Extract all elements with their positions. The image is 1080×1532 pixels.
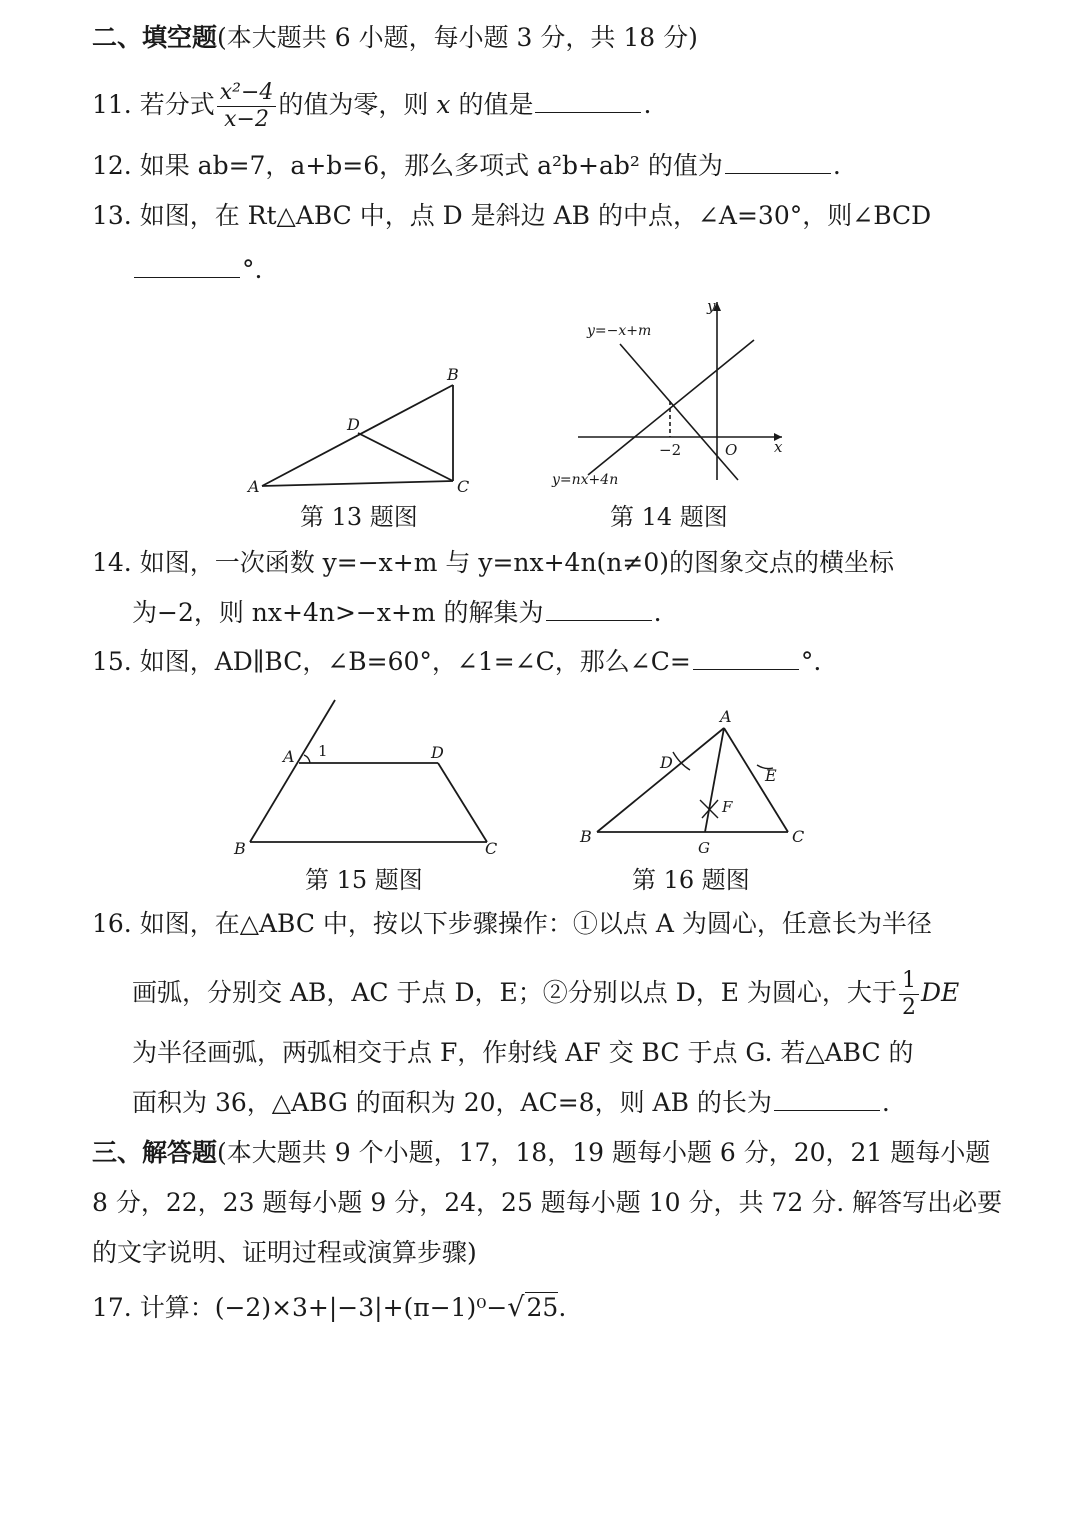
section3-note-line3: 的文字说明、证明过程或演算步骤) xyxy=(92,1238,477,1267)
label-D: D xyxy=(660,753,673,772)
label-y: y xyxy=(707,297,716,315)
fraction-denominator: x−2 xyxy=(224,107,269,132)
question-text: 如果 ab=7，a+b=6，那么多项式 a²b+ab² 的值为 xyxy=(139,151,723,180)
question-number: 11. xyxy=(92,90,132,119)
question-number: 16. xyxy=(92,909,132,938)
label-F: F xyxy=(722,798,733,816)
label-A: A xyxy=(720,707,732,726)
label-B: B xyxy=(580,827,592,846)
section3-note-line2: 8 分，22，23 题每小题 9 分，24，25 题每小题 10 分，共 72 分. 解答写出必要 xyxy=(92,1188,1003,1217)
label-G: G xyxy=(698,839,710,857)
question-text: 的值为零，则 xyxy=(278,90,429,119)
label-B: B xyxy=(447,365,459,384)
question-text: 如图，一次函数 y=−x+m 与 y=nx+4n(n≠0)的图象交点的横坐标 xyxy=(139,548,895,577)
label-C: C xyxy=(485,839,498,858)
question-number: 17. xyxy=(92,1293,132,1322)
question-16-line2 xyxy=(132,968,959,1021)
figure-16 xyxy=(597,728,788,832)
segment-AC xyxy=(724,728,788,832)
ray-AG xyxy=(705,728,724,832)
segment-BA-extended xyxy=(250,700,335,842)
section3-note: (本大题共 9 个小题，17，18，19 题每小题 6 分，20，21 题每小题 xyxy=(217,1138,991,1167)
question-text: 面积为 36，△ABG 的面积为 20，AC=8，则 AB 的长为 xyxy=(132,1088,772,1117)
label-C: C xyxy=(457,477,470,496)
label-C: C xyxy=(792,827,805,846)
question-text: . xyxy=(653,598,662,627)
question-17 xyxy=(92,1292,566,1324)
question-text: 如图，AD∥BC，∠B=60°，∠1=∠C，那么∠C= xyxy=(139,647,691,676)
caption-fig15: 第 15 题图 xyxy=(305,866,423,894)
fraction-denominator: 2 xyxy=(901,995,916,1020)
question-number: 12. xyxy=(92,151,132,180)
segment-BA xyxy=(597,728,724,832)
label-A: A xyxy=(248,477,260,496)
variable: x xyxy=(436,90,451,119)
question-16 xyxy=(92,908,932,940)
label-E: E xyxy=(765,766,777,785)
question-number: 15. xyxy=(92,647,132,676)
label-x: x xyxy=(774,438,783,456)
segment-DC xyxy=(438,763,487,842)
label-D: D xyxy=(431,743,444,762)
section3-header xyxy=(92,1137,990,1169)
fraction-numerator: x²−4 xyxy=(217,80,277,107)
label-angle-1: 1 xyxy=(318,742,328,760)
question-text: 如图，在 Rt△ABC 中，点 D 是斜边 AB 的中点，∠A=30°，则∠BCD xyxy=(139,201,932,230)
figure-15 xyxy=(250,700,487,842)
section2-title: 二、填空题 xyxy=(92,23,218,52)
fraction-numerator: 1 xyxy=(899,968,919,995)
caption-fig16: 第 16 题图 xyxy=(632,866,750,894)
caption-fig13: 第 13 题图 xyxy=(300,503,418,531)
question-16-line4 xyxy=(132,1087,890,1119)
section3-title: 三、解答题 xyxy=(92,1138,218,1167)
question-text: . xyxy=(881,1088,890,1117)
tick-label: −2 xyxy=(659,441,682,459)
question-text: 计算：(−2)×3+|−3|+(π−1)⁰− xyxy=(139,1293,508,1322)
label-A: A xyxy=(283,747,295,766)
question-text: 为−2，则 nx+4n>−x+m 的解集为 xyxy=(132,598,544,627)
question-text: °. xyxy=(800,647,822,676)
sqrt-sign: √ xyxy=(507,1292,525,1323)
question-16-line3 xyxy=(132,1037,914,1069)
sqrt-radicand: 25 xyxy=(526,1293,559,1322)
caption-fig14: 第 14 题图 xyxy=(610,503,728,531)
question-text: . xyxy=(558,1293,567,1322)
fraction-one-half xyxy=(899,968,919,1021)
question-text: . xyxy=(643,90,652,119)
label-line2: y=nx+4n xyxy=(552,472,619,488)
label-D: D xyxy=(347,415,360,434)
label-line1: y=−x+m xyxy=(587,323,652,339)
question-text: °. xyxy=(242,255,263,284)
question-text: 如图，在△ABC 中，按以下步骤操作：①以点 A 为圆心，任意长为半径 xyxy=(139,909,932,938)
question-text: DE xyxy=(920,978,960,1007)
label-B: B xyxy=(234,839,246,858)
section2-note: (本大题共 6 小题，每小题 3 分，共 18 分) xyxy=(217,23,698,52)
question-text: 的值是 xyxy=(458,90,534,119)
question-text: 为半径画弧，两弧相交于点 F，作射线 AF 交 BC 于点 G. 若△ABC 的 xyxy=(132,1038,914,1067)
question-text: . xyxy=(832,151,841,180)
question-text: 若分式 xyxy=(139,90,215,119)
question-number: 14. xyxy=(92,548,132,577)
question-text: 画弧，分别交 AB，AC 于点 D，E；②分别以点 D，E 为圆心，大于 xyxy=(132,978,897,1007)
angle-1-arc xyxy=(304,755,310,763)
answer-blank[interactable] xyxy=(774,1109,880,1111)
label-O: O xyxy=(725,441,738,459)
question-number: 13. xyxy=(92,201,132,230)
